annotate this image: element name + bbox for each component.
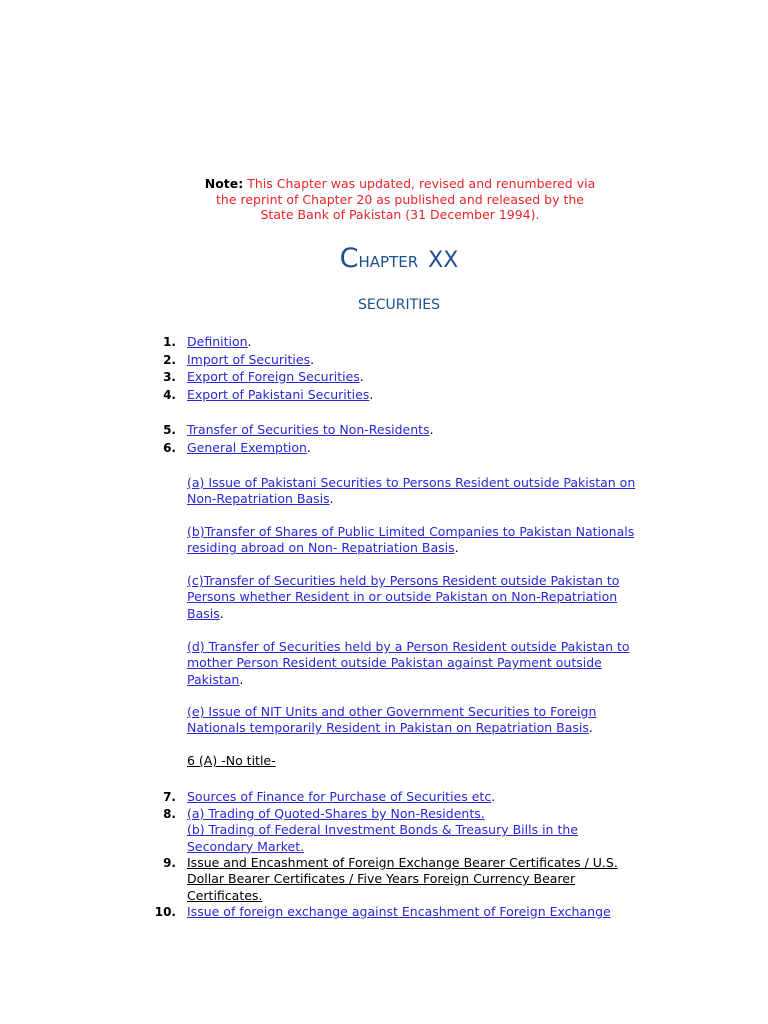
subitem-e: (e) Issue of NIT Units and other Government Securities to Foreign Nationals temporarily Resident in Pakistan on Repatriation Basis.	[187, 704, 597, 736]
transfer-non-residents-link[interactable]: Transfer of Securities to Non-Residents	[187, 422, 430, 437]
item-number: 3.	[163, 370, 176, 384]
item-number: 1.	[163, 335, 176, 349]
subitem-d: (d) Transfer of Securities held by a Person Resident outside Pakistan to mother Person Resident outside Pakistan against Payment outside Pakistan.	[187, 639, 630, 687]
subitem-c: (c)Transfer of Securities held by Persons Resident outside Pakistan to Persons whether Resident in or outside Pakistan on Non-Repatriation Basis.	[187, 573, 620, 621]
export-foreign-securities-link[interactable]: Export of Foreign Securities	[187, 369, 360, 384]
item-number: 10.	[154, 905, 176, 919]
note-line-1: This Chapter was updated, revised and renumbered via	[247, 176, 596, 191]
subitem-d-link-line2[interactable]: mother Person Resident outside Pakistan against Payment outside	[187, 655, 602, 671]
bearer-certificates-line1: Issue and Encashment of Foreign Exchange Bearer Certificates / U.S.	[187, 855, 618, 870]
sources-finance-link[interactable]: Sources of Finance for Purchase of Securities etc	[187, 789, 492, 804]
note-line-3: State Bank of Pakistan (31 December 1994).	[260, 207, 540, 222]
item-number: 9.	[163, 856, 176, 870]
bearer-certificates-line2: Dollar Bearer Certificates / Five Years Foreign Currency Bearer	[187, 871, 576, 887]
definition-link[interactable]: Definition	[187, 334, 248, 349]
section-title: SECURITIES	[357, 297, 441, 313]
no-title-text: 6 (A) -No title-	[187, 753, 276, 768]
chapter-number: XX	[428, 248, 459, 273]
import-securities-link[interactable]: Import of Securities	[187, 352, 311, 367]
item-number: 5.	[163, 423, 176, 437]
update-note	[0, 176, 768, 223]
subitem-a-link-line1[interactable]: (a) Issue of Pakistani Securities to Persons Resident outside Pakistan on	[187, 475, 636, 490]
note-line-2: the reprint of Chapter 20 as published and released by the	[216, 191, 584, 207]
chapter-heading	[0, 243, 768, 274]
trading-federal-bonds-link-line1[interactable]: (b) Trading of Federal Investment Bonds & Treasury Bills in the	[187, 822, 578, 838]
subitem-e-link-line2[interactable]: Nationals temporarily Resident in Pakistan on Repatriation Basis	[187, 720, 589, 736]
chapter-initial: C	[339, 243, 359, 274]
subitem-b-link-line1[interactable]: (b)Transfer of Shares of Public Limited Companies to Pakistan Nationals	[187, 524, 635, 539]
item-number: 8.	[163, 807, 176, 821]
item-number: 7.	[163, 790, 176, 804]
subitem-a: (a) Issue of Pakistani Securities to Persons Resident outside Pakistan on Non-Repatriation Basis.	[187, 475, 636, 507]
no-title-item	[187, 753, 662, 769]
subitem-c-link-line3[interactable]: Basis	[187, 605, 220, 621]
trading-quoted-shares-link[interactable]: (a) Trading of Quoted-Shares by Non-Residents.	[187, 806, 485, 821]
note-label: Note:	[204, 176, 244, 191]
item-number: 2.	[163, 353, 176, 367]
issue-foreign-exchange-link[interactable]: Issue of foreign exchange against Encashment of Foreign Exchange	[187, 904, 611, 919]
item-number: 6.	[163, 441, 176, 455]
general-exemption-link[interactable]: General Exemption	[187, 440, 307, 455]
subitem-b: (b)Transfer of Shares of Public Limited Companies to Pakistan Nationals residing abroad on Non- Repatriation Basis.	[187, 524, 635, 556]
subitem-d-link-line3[interactable]: Pakistan	[187, 671, 240, 687]
item-number: 4.	[163, 388, 176, 402]
trading-federal-bonds-link-line2[interactable]: Secondary Market.	[187, 838, 305, 854]
chapter-word: HAPTER	[358, 253, 419, 271]
subitem-c-link-line1[interactable]: (c)Transfer of Securities held by Persons Resident outside Pakistan to	[187, 573, 620, 588]
export-pakistani-securities-link[interactable]: Export of Pakistani Securities	[187, 387, 370, 402]
subitem-e-link-line1[interactable]: (e) Issue of NIT Units and other Government Securities to Foreign	[187, 704, 597, 719]
subitem-a-link-line2[interactable]: Non-Repatriation Basis	[187, 491, 330, 507]
subitem-c-link-line2[interactable]: Persons whether Resident in or outside Pakistan on Non-Repatriation	[187, 589, 618, 605]
subitem-b-link-line2[interactable]: residing abroad on Non- Repatriation Basis	[187, 540, 455, 556]
subitem-d-link-line1[interactable]: (d) Transfer of Securities held by a Person Resident outside Pakistan to	[187, 639, 630, 654]
bearer-certificates-line3: Certificates.	[187, 887, 263, 903]
